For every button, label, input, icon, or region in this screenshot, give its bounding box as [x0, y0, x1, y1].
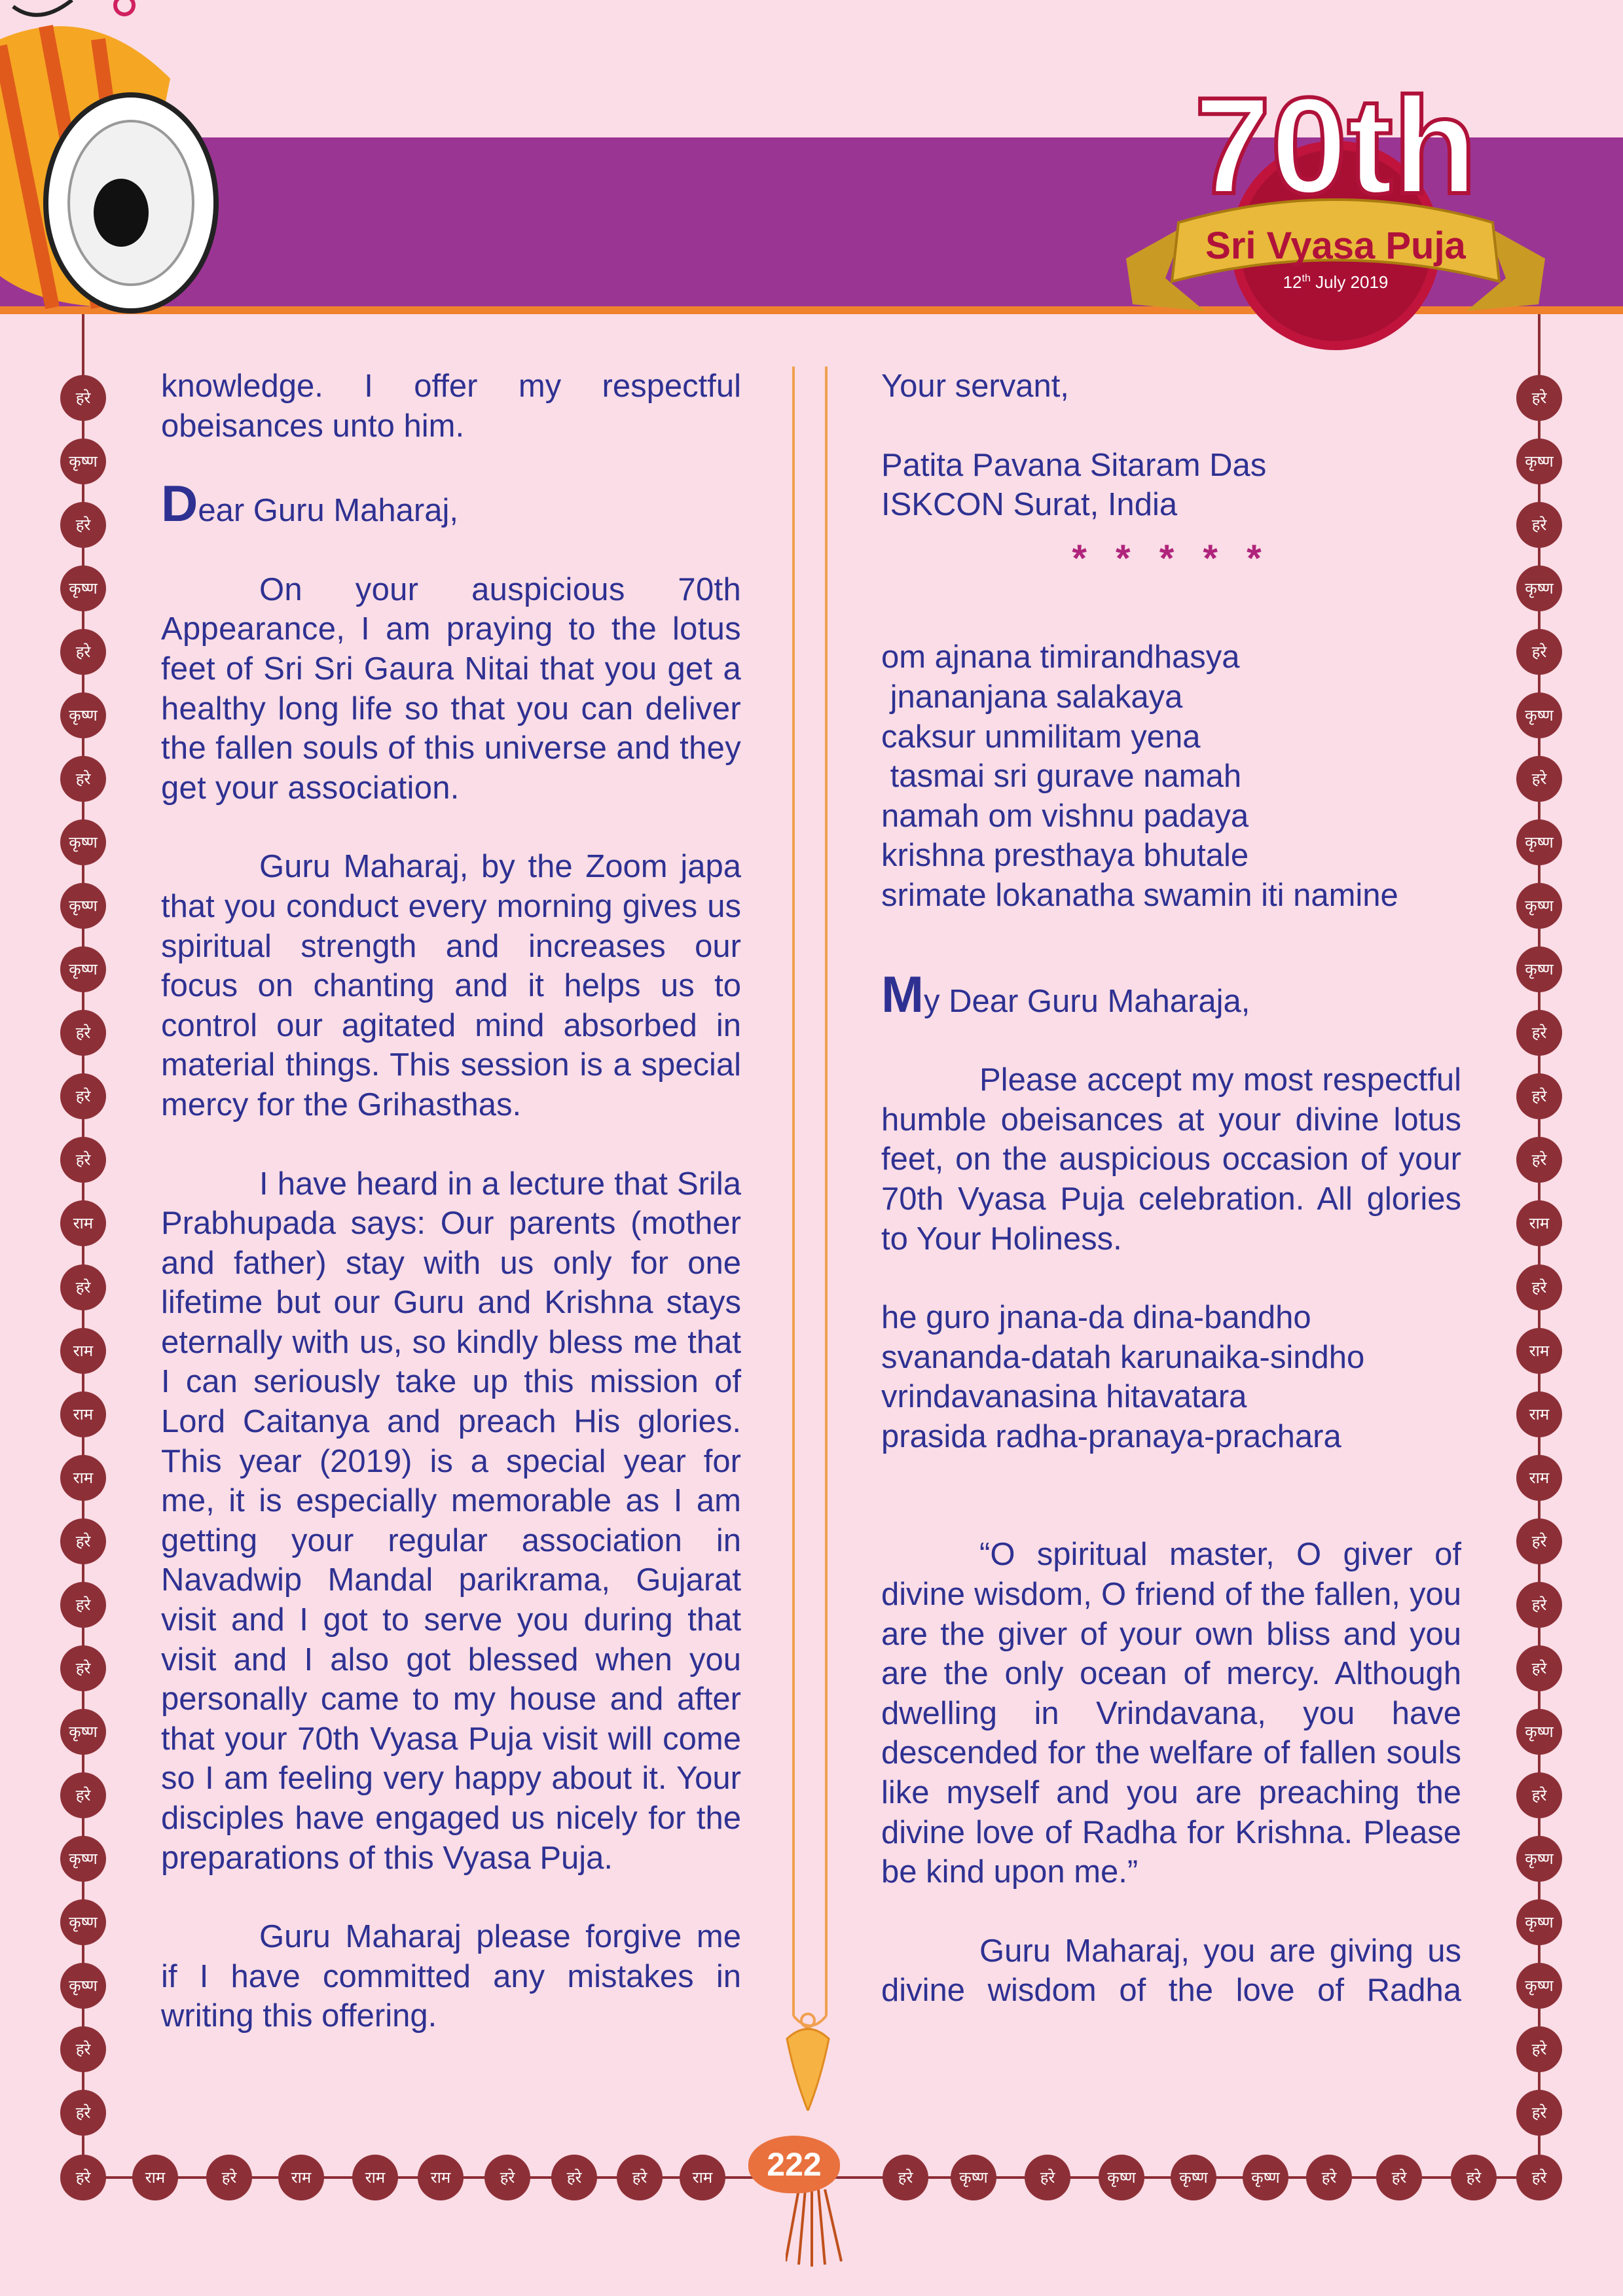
bead-chant: कृष्ण [1516, 1836, 1562, 1882]
bead-chant: कृष्ण [60, 692, 106, 738]
verse-line: tasmai sri gurave namah [881, 759, 1242, 795]
paragraph: Guru Maharaj, you are giving us divine wisdom of the love of Radha [881, 1933, 1461, 2009]
badge-title-text: Sri Vyasa Puja [1205, 224, 1466, 267]
right-column [881, 367, 1461, 2011]
bead-chant: कृष्ण [1516, 1709, 1562, 1755]
bead-chant: राम [60, 1328, 106, 1374]
salutation-text: y Dear Guru Maharaja, [923, 983, 1250, 1019]
bead-chant: हरे [60, 1265, 106, 1310]
verse-line: caksur unmilitam yena [881, 719, 1201, 755]
section-divider-stars: * * * * * [1072, 537, 1271, 580]
verse-line: he guro jnana-da dina-bandho [881, 1300, 1311, 1336]
closing: Your servant, [881, 368, 1069, 404]
bead-chant: हरे [60, 2155, 106, 2200]
bead-chant: हरे [60, 375, 106, 421]
bead-chant: हरे [1516, 1010, 1562, 1056]
verse-line: svananda-datah karunaika-sindho [881, 1339, 1365, 1375]
bead-chant: राम [132, 2155, 178, 2200]
bead-chant: हरे [60, 1137, 106, 1183]
bead-chant: कृष्ण [60, 819, 106, 865]
verse-block [881, 637, 1461, 915]
bead-chant: कृष्ण [1516, 565, 1562, 611]
tassel-ornament [786, 2189, 851, 2268]
bead-chant: कृष्ण [60, 565, 106, 611]
bead-chant: कृष्ण [1243, 2155, 1288, 2200]
bead-chant: कृष्ण [1516, 439, 1562, 484]
bead-chant: हरे [60, 2090, 106, 2136]
bead-chant: हरे [60, 1518, 106, 1564]
bead-chant: हरे [883, 2155, 928, 2200]
bead-chant: हरे [617, 2155, 663, 2200]
bead-chant: राम [1516, 1200, 1562, 1246]
bead-chant: हरे [1516, 1265, 1562, 1310]
bead-chant: राम [60, 1455, 106, 1501]
bead-chant: कृष्ण [60, 1836, 106, 1882]
author-place: ISKCON Surat, India [881, 487, 1178, 523]
bead-chant: हरे [60, 629, 106, 675]
quote-paragraph: “O spiritual master, O giver of divine wisdom, O friend of the fallen, you are the giver of your own bliss and you are the only ocean of mercy. Although dwelling in Vrindavana, you have descended for the welfare of fallen souls like myself and you are preaching the divine love of Radha for Krishna. Please be kind upon me.” [881, 1537, 1461, 1890]
paragraph: Guru Maharaj, by the Zoom japa that you conduct every morning gives us spiritual strength and increases our focus on chanting and it helps us to control our agitated mind absorbed in material things. This session is a special mercy for the Grihasthas. [161, 849, 741, 1122]
bead-chant: कृष्ण [1099, 2155, 1144, 2200]
verse-line: jnananjana salakaya [881, 679, 1183, 715]
bead-chant: कृष्ण [951, 2155, 996, 2200]
bead-chant: हरे [60, 2026, 106, 2072]
bead-chant: हरे [1516, 2090, 1562, 2136]
salutation [161, 475, 741, 533]
pendant-ornament [782, 2013, 834, 2111]
verse-line: prasida radha-pranaya-prachara [881, 1418, 1341, 1454]
bead-chant: कृष्ण [1516, 883, 1562, 929]
intro-line: knowledge. I offer my respectful [161, 368, 741, 404]
verse-line: krishna presthaya bhutale [881, 838, 1249, 874]
left-column [161, 367, 741, 2036]
bead-chant: हरे [1516, 629, 1562, 675]
bead-chant: हरे [484, 2155, 530, 2200]
bead-chant: हरे [60, 502, 106, 548]
salutation-text: ear Guru Maharaj, [198, 493, 458, 529]
bead-chant: हरे [60, 756, 106, 802]
drop-cap: D [161, 475, 198, 533]
paragraph: Guru Maharaj please forgive me if I have committed any mistakes in writing this offering. [161, 1919, 741, 2034]
bead-chant: राम [60, 1200, 106, 1246]
bead-chant: हरे [1516, 1518, 1562, 1564]
bead-chant: कृष्ण [1516, 1963, 1562, 2009]
paragraph: Please accept my most respectful humble obeisances at your divine lotus feet, on the auspicious occasion of your 70th Vyasa Puja celebration. All glories to Your Holiness. [881, 1062, 1461, 1257]
intro-line-2: obeisances unto him. [161, 408, 465, 444]
bead-chant: कृष्ण [60, 1899, 106, 1945]
verse-line: vrindavanasina hitavatara [881, 1379, 1247, 1415]
bead-chant: राम [1516, 1391, 1562, 1437]
bead-chant: कृष्ण [1516, 819, 1562, 865]
bead-chant: हरे [1516, 756, 1562, 802]
bead-chant: कृष्ण [60, 883, 106, 929]
verse-line: om ajnana timirandhasya [881, 639, 1240, 675]
verse-block [881, 1298, 1461, 1456]
bead-chant: हरे [1516, 1582, 1562, 1628]
bead-chant: कृष्ण [1516, 946, 1562, 992]
paragraph: I have heard in a lecture that Srila Prabhupada says: Our parents (mother and father) stay with us only for one lifetime but our Guru and Krishna stays eternally with us, so kindly bless me that I can seriously take up this mission of Lord Caitanya and preach His glories. This year (2019) is a special year for me, it is especially memorable as I am getting your regular association in Navadwip Mandal parikrama, Gujarat visit and I got to serve you during that visit and I also got blessed when you personally came to my house and after that your 70th Vyasa Puja visit will come so I am feeling very happy about it. Your disciples have engaged us nicely for the preparations of this Vyasa Puja. [161, 1166, 741, 1876]
bead-chant: हरे [551, 2155, 597, 2200]
bead-chant: हरे [1516, 1073, 1562, 1119]
bead-chant: हरे [60, 1645, 106, 1691]
bead-chant: राम [1516, 1455, 1562, 1501]
bead-chant: हरे [1516, 2026, 1562, 2072]
bead-chant: हरे [1516, 502, 1562, 548]
mridanga-drum-illustration [0, 0, 223, 314]
bead-chant: राम [680, 2155, 725, 2200]
bead-chant: हरे [1516, 1645, 1562, 1691]
bead-chant: राम [60, 1391, 106, 1437]
70th-vyasa-puja-badge [1106, 62, 1565, 363]
bead-chant: हरे [1025, 2155, 1070, 2200]
page-number: 222 [748, 2136, 840, 2193]
bead-chant: कृष्ण [1516, 692, 1562, 738]
bead-chant: कृष्ण [60, 1963, 106, 2009]
bead-chant: हरे [60, 1010, 106, 1056]
bead-chant: राम [278, 2155, 324, 2200]
bead-chant: हरे [60, 1772, 106, 1818]
bead-chant: हरे [1306, 2155, 1352, 2200]
bead-chant: कृष्ण [60, 1709, 106, 1755]
paragraph: On your auspicious 70th Appearance, I am praying to the lotus feet of Sri Sri Gaura Nitai that you get a healthy long life so that you can deliver the fallen souls of this universe and they get your association. [161, 571, 741, 806]
badge-70th-text: 70th [1194, 69, 1477, 223]
verse-line: namah om vishnu padaya [881, 798, 1249, 834]
bead-chant: कृष्ण [60, 946, 106, 992]
bead-chant: हरे [1516, 1137, 1562, 1183]
verse-line: srimate lokanatha swamin iti namine [881, 877, 1398, 913]
bead-chant: हरे [60, 1073, 106, 1119]
bead-chant: कृष्ण [1171, 2155, 1216, 2200]
bead-chant: हरे [206, 2155, 252, 2200]
bead-chant: राम [1516, 1328, 1562, 1374]
bead-chant: हरे [1376, 2155, 1422, 2200]
salutation [881, 965, 1461, 1023]
author-name: Patita Pavana Sitaram Das [881, 447, 1267, 483]
drop-cap: M [881, 965, 924, 1023]
bead-chant: राम [418, 2155, 464, 2200]
bead-chant: हरे [1516, 2155, 1562, 2200]
bead-chant: कृष्ण [60, 439, 106, 484]
bead-chant: राम [352, 2155, 398, 2200]
bead-chant: हरे [1516, 1772, 1562, 1818]
bead-chant: हरे [60, 1582, 106, 1628]
bead-chant: कृष्ण [1516, 1899, 1562, 1945]
bead-chant: हरे [1451, 2155, 1497, 2200]
badge-date-text: 12th July 2019 [1283, 272, 1389, 292]
bead-chant: हरे [1516, 375, 1562, 421]
